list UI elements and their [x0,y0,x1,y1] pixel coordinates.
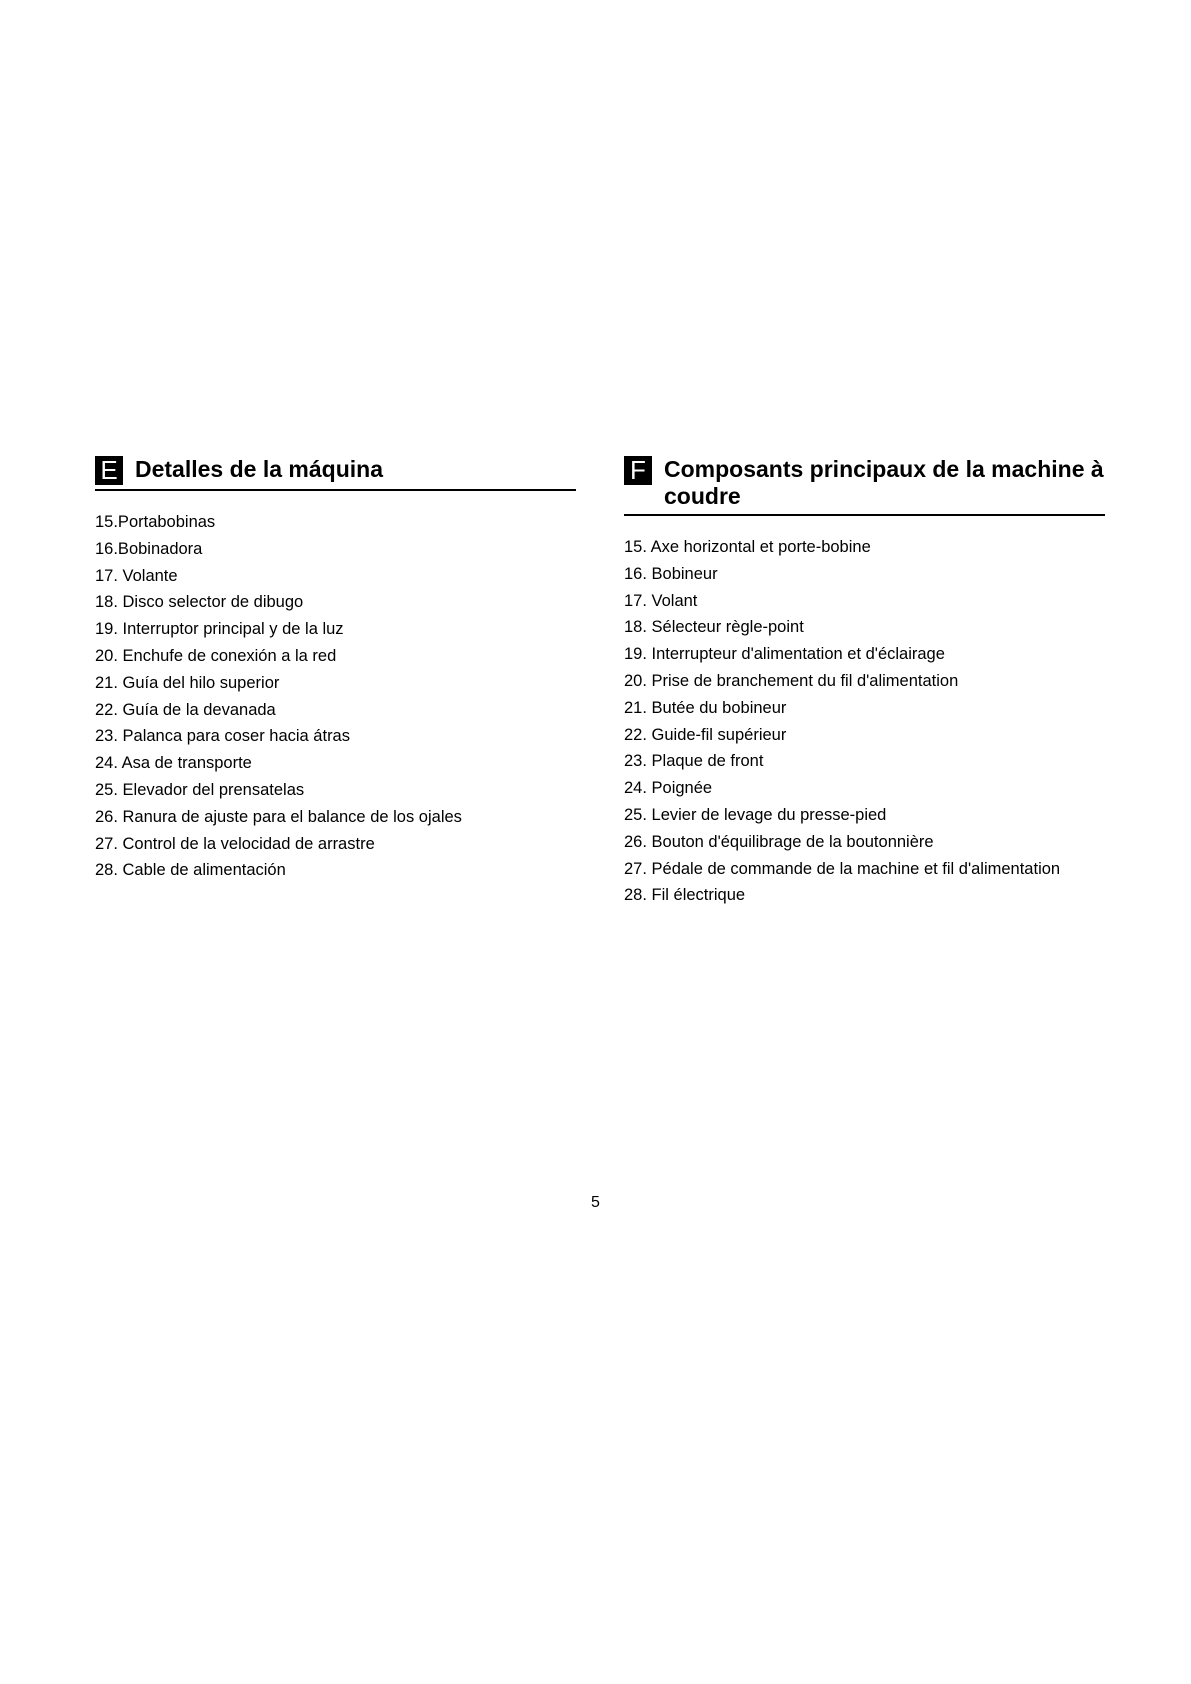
list-item: 18. Sélecteur règle-point [624,618,804,637]
section-header-spanish [95,454,576,491]
list-item: 24. Asa de transporte [95,754,252,773]
list-item: 26. Bouton d'équilibrage de la boutonnière [624,832,934,851]
list-item: 23. Palanca para coser hacia átras [95,727,350,746]
section-title-french: Composants principaux de la machine à coudre [664,456,1104,509]
list-item: 17. Volante [95,566,178,585]
section-badge-f: F [624,456,652,485]
parts-list-spanish [95,509,576,884]
section-spanish [95,454,576,884]
list-item: 15. Axe horizontal et porte-bobine [624,538,871,556]
section-title-spanish: Detalles de la máquina [135,456,383,482]
list-item: 16.Bobinadora [95,539,203,558]
list-item: 16. Bobineur [624,564,718,583]
list-item: 20. Prise de branchement du fil d'alimentation [624,671,959,690]
list-item: 21. Butée du bobineur [624,698,787,717]
list-item: 24. Poignée [624,779,713,798]
section-badge-e: E [95,456,123,485]
list-item: 19. Interruptor principal y de la luz [95,620,344,639]
parts-list-french [624,534,1105,909]
list-item: 18. Disco selector de dibugo [95,593,304,612]
list-item: 23. Plaque de front [624,752,764,771]
list-item: 27. Control de la velocidad de arrastre [95,834,375,853]
list-item: 20. Enchufe de conexión a la red [95,646,337,665]
list-item: 26. Ranura de ajuste para el balance de los ojales [95,807,462,826]
section-header-french [624,454,1105,516]
list-item: 25. Elevador del prensatelas [95,780,305,799]
page-number: 5 [591,1194,600,1211]
list-item: 22. Guía de la devanada [95,700,276,719]
list-item: 22. Guide-fil supérieur [624,725,787,744]
list-item: 25. Levier de levage du presse-pied [624,805,887,824]
list-item: 27. Pédale de commande de la machine et fil d'alimentation [624,859,1061,878]
list-item: 15.Portabobinas [95,513,216,531]
list-item: 28. Cable de alimentación [95,861,286,880]
list-item: 19. Interrupteur d'alimentation et d'éclairage [624,645,945,664]
list-item: 17. Volant [624,591,698,610]
list-item: 21. Guía del hilo superior [95,673,280,692]
list-item: 28. Fil électrique [624,886,746,905]
section-french [624,454,1105,909]
